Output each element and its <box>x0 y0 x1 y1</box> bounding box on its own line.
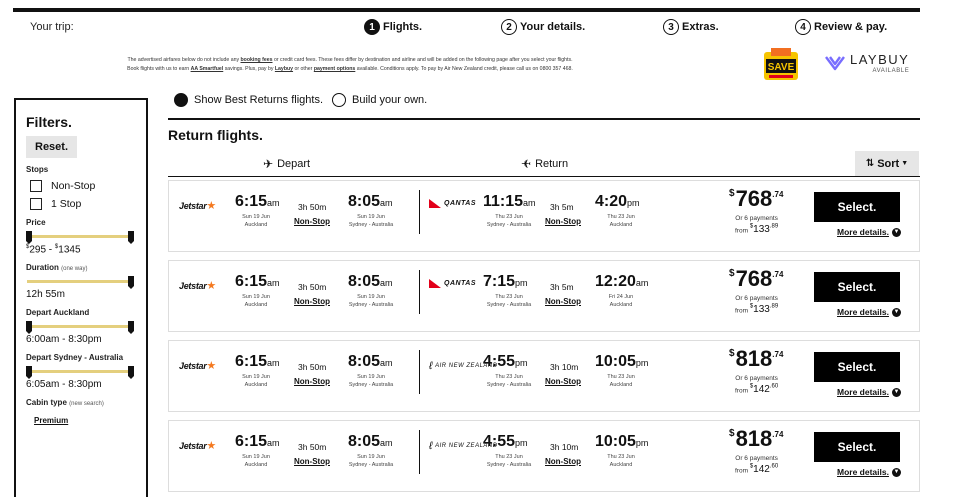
depart-sydney-label: Depart Sydney - Australia <box>26 353 124 363</box>
sort-icon: ⇅ <box>865 158 875 169</box>
top-rule <box>13 8 920 12</box>
ret-duration: 3h 10m <box>550 362 579 372</box>
city: Auckland <box>609 462 633 468</box>
depart-column-header <box>263 157 310 171</box>
qantas-kangaroo-icon <box>429 199 441 208</box>
ret-duration: 3h 10m <box>550 442 579 452</box>
date: Thu 23 Jun <box>607 454 635 460</box>
time-ampm: am <box>380 358 393 368</box>
out-arrive-time <box>348 193 393 211</box>
slider-min-handle[interactable] <box>26 366 32 376</box>
airline-name: Jetstar <box>179 441 207 451</box>
out-depart-info <box>235 453 277 469</box>
time-value: 10:05 <box>595 353 636 370</box>
total-price <box>729 346 783 372</box>
ret-duration: 3h 5m <box>550 282 574 292</box>
checkbox-label: Non-Stop <box>51 180 96 192</box>
ret-stops-link[interactable]: Non-Stop <box>545 457 581 466</box>
time-ampm: am <box>267 278 280 288</box>
radio-unselected[interactable] <box>332 93 346 107</box>
more-details-link[interactable] <box>837 387 901 397</box>
pay-dollars: 142 <box>753 384 770 396</box>
total-price <box>729 266 783 292</box>
disclaimer-text: or other <box>293 66 314 72</box>
header-rule <box>168 176 920 177</box>
currency-symbol: $ <box>54 244 59 250</box>
city: Sydney - Australia <box>486 222 532 228</box>
checkbox-box[interactable] <box>30 198 42 210</box>
laybuy-available: AVAILABLE <box>872 68 910 74</box>
date: Thu 23 Jun <box>607 374 635 380</box>
payments-label: Or 6 payments <box>735 295 778 302</box>
city: Auckland <box>609 302 633 308</box>
ret-depart-info <box>479 373 539 389</box>
aa-save-badge-icon <box>763 48 799 82</box>
currency-symbol: $ <box>749 464 754 470</box>
time-value: 4:55 <box>483 353 516 370</box>
price-label: Price <box>26 218 46 227</box>
date: Sun 19 Jun <box>357 374 385 380</box>
time-value: 10:05 <box>595 433 636 450</box>
more-details-link[interactable] <box>837 307 901 317</box>
slider-max-handle[interactable] <box>128 366 134 376</box>
out-depart-time <box>235 353 280 371</box>
leg-divider <box>419 190 420 234</box>
ret-arrive-info <box>597 373 645 389</box>
time-ampm: pm <box>627 198 640 208</box>
instalment-info <box>735 375 778 395</box>
city: Auckland <box>609 222 633 228</box>
duration-label-text: Duration <box>26 263 59 273</box>
your-trip-label: Your trip: <box>30 21 74 33</box>
time-value: 8:05 <box>348 273 381 290</box>
step-your-details[interactable] <box>501 19 585 35</box>
stops-label: Stops <box>26 165 49 174</box>
build-your-own-label: Build your own. <box>352 94 428 106</box>
sort-button[interactable] <box>855 151 919 176</box>
airline-name: AIR NEW ZEALAND <box>435 363 498 369</box>
time-value: 8:05 <box>348 353 381 370</box>
select-button[interactable]: Select. <box>814 272 900 302</box>
caret-down-icon: ▼ <box>901 160 909 167</box>
ret-arrive-info <box>597 213 645 229</box>
more-details-label: More details. <box>837 227 889 237</box>
depart-auckland-value: 6:00am - 8:30pm <box>26 334 102 346</box>
disclaimer-text: Book flights with us to earn <box>127 66 191 72</box>
out-depart-time <box>235 193 280 211</box>
time-value: 4:55 <box>483 433 516 450</box>
from-label: from <box>735 467 748 475</box>
ret-depart-time <box>483 193 536 211</box>
city: Sydney - Australia <box>486 302 532 308</box>
jetstar-star-icon: ★ <box>206 280 216 292</box>
airline-name: QANTAS <box>444 200 477 207</box>
ret-stops-link[interactable]: Non-Stop <box>545 377 581 386</box>
city: Auckland <box>609 382 633 388</box>
price-min: 295 <box>29 244 47 256</box>
airline-name: Jetstar <box>179 361 207 371</box>
from-label: from <box>735 307 748 315</box>
airline-name: QANTAS <box>444 280 477 287</box>
jetstar-logo <box>179 199 216 212</box>
time-ampm: pm <box>635 438 649 448</box>
out-duration: 3h 50m <box>298 202 327 212</box>
nonstop-checkbox[interactable] <box>30 180 136 192</box>
currency-symbol: $ <box>749 304 754 310</box>
duration-label <box>26 263 136 272</box>
fees-disclaimer <box>95 56 605 74</box>
airline-name: Jetstar <box>179 281 207 291</box>
slider-max-handle[interactable] <box>128 276 134 286</box>
disclaimer-text: The advertised airfares below do not include any <box>127 57 241 63</box>
time-ampm: pm <box>515 438 528 448</box>
out-duration: 3h 50m <box>298 442 327 452</box>
out-stops-link[interactable]: Non-Stop <box>294 297 330 306</box>
price-slider[interactable] <box>26 231 134 241</box>
currency-symbol: $ <box>729 268 735 279</box>
instalment-amount <box>750 224 778 235</box>
depart-header-label: Depart <box>277 158 311 170</box>
pay-dollars: 142 <box>753 464 770 476</box>
jetstar-star-icon: ★ <box>206 200 216 212</box>
jetstar-star-icon: ★ <box>206 360 216 372</box>
out-depart-time <box>235 273 280 291</box>
time-ampm: am <box>635 278 649 288</box>
out-arrive-time <box>348 273 393 291</box>
city: Sydney - Australia <box>486 382 532 388</box>
time-ampm: am <box>380 438 393 448</box>
ret-stops-link[interactable]: Non-Stop <box>545 297 581 306</box>
ret-depart-info <box>479 293 539 309</box>
depart-sydney-slider[interactable] <box>26 366 134 376</box>
depart-auckland-label: Depart Auckland <box>26 308 90 318</box>
slider-min-handle[interactable] <box>26 231 32 241</box>
time-ampm: am <box>523 198 536 208</box>
cabin-label-text: Cabin type <box>26 398 67 408</box>
out-arrive-info <box>341 213 401 229</box>
one-stop-checkbox[interactable] <box>30 198 136 210</box>
qantas-logo <box>429 279 476 288</box>
instalment-info <box>735 455 778 475</box>
date: Sun 19 Jun <box>242 214 270 220</box>
ret-depart-info <box>479 213 539 229</box>
out-arrive-time <box>348 353 393 371</box>
from-label: from <box>735 227 748 235</box>
reset-button[interactable]: Reset. <box>26 136 77 158</box>
total-price <box>729 186 783 212</box>
date: Sun 19 Jun <box>357 214 385 220</box>
out-stops-link[interactable]: Non-Stop <box>294 377 330 386</box>
filters-sidebar <box>14 98 148 497</box>
instalment-amount <box>750 384 778 395</box>
checkbox-box[interactable] <box>30 180 42 192</box>
date: Thu 23 Jun <box>495 214 523 220</box>
date: Thu 23 Jun <box>495 454 523 460</box>
out-arrive-time <box>348 433 393 451</box>
step-label: Extras. <box>682 21 719 33</box>
out-arrive-info <box>341 373 401 389</box>
date: Sun 19 Jun <box>242 294 270 300</box>
duration-value: 12h 55m <box>26 289 65 301</box>
slider-max-handle[interactable] <box>128 321 134 331</box>
out-arrive-info <box>341 453 401 469</box>
save-badge-text: SAVE <box>767 62 795 73</box>
flight-card <box>168 420 920 492</box>
currency-symbol: $ <box>749 384 754 390</box>
return-header-label: Return <box>535 158 569 170</box>
out-depart-info <box>235 373 277 389</box>
time-ampm: am <box>267 438 280 448</box>
time-value: 11:15 <box>483 193 524 210</box>
leg-divider <box>419 270 420 314</box>
ret-duration: 3h 5m <box>550 202 574 212</box>
flight-card <box>168 260 920 332</box>
depart-sydney-value: 6:05am - 8:30pm <box>26 379 102 391</box>
price-cents: .74 <box>772 190 784 199</box>
city: Auckland <box>244 382 268 388</box>
date: Thu 23 Jun <box>495 294 523 300</box>
time-value: 7:15 <box>483 273 516 290</box>
more-details-label: More details. <box>837 387 889 397</box>
flight-card <box>168 340 920 412</box>
disclaimer-text: or credit card fees. These fees differ by destination and airline and will be added on the following page after you select your flights. <box>272 57 573 63</box>
section-rule <box>168 118 920 120</box>
laybuy-link[interactable]: Laybuy <box>274 66 294 72</box>
step-extras[interactable] <box>663 19 719 35</box>
payments-label: Or 6 payments <box>735 375 778 382</box>
time-ampm: pm <box>515 358 528 368</box>
out-arrive-info <box>341 293 401 309</box>
more-details-label: More details. <box>837 467 889 477</box>
jetstar-logo <box>179 359 216 372</box>
sort-label: Sort <box>877 157 900 170</box>
price-cents: .74 <box>772 270 784 279</box>
laybuy-heart-icon <box>824 54 846 72</box>
more-details-link[interactable] <box>837 227 901 237</box>
cabin-type-label <box>26 398 136 407</box>
instalment-amount <box>750 304 778 315</box>
instalment-info <box>735 295 778 315</box>
slider-track <box>27 370 133 373</box>
slider-track <box>27 325 133 328</box>
flight-card <box>168 180 920 252</box>
price-cents: .74 <box>772 430 784 439</box>
leg-divider <box>419 430 420 474</box>
payment-options-link[interactable]: payment options <box>313 66 356 72</box>
city: Auckland <box>244 222 268 228</box>
out-duration: 3h 50m <box>298 362 327 372</box>
airline-name: Jetstar <box>179 201 207 211</box>
chevron-down-icon: ▼ <box>893 389 900 395</box>
date: Sun 19 Jun <box>357 454 385 460</box>
time-ampm: am <box>380 198 393 208</box>
out-depart-time <box>235 433 280 451</box>
currency-symbol: $ <box>729 188 735 199</box>
disclaimer-text: savings. Plus, pay by <box>223 66 275 72</box>
city: Auckland <box>244 462 268 468</box>
time-value: 8:05 <box>348 433 381 450</box>
leg-divider <box>419 350 420 394</box>
time-value: 4:20 <box>595 193 628 210</box>
chevron-down-icon: ▼ <box>893 469 900 475</box>
radio-selected[interactable] <box>174 93 188 107</box>
time-ampm: pm <box>515 278 528 288</box>
search-mode <box>174 93 436 107</box>
ret-depart-time <box>483 273 528 291</box>
step-flights[interactable] <box>364 19 422 35</box>
city: Sydney - Australia <box>348 462 394 468</box>
laybuy-wordmark: LAYBUY <box>850 52 910 67</box>
duration-hint: (one way) <box>61 266 88 273</box>
price-dollars: 818 <box>735 346 773 371</box>
ret-depart-time <box>483 433 528 451</box>
more-details-label: More details. <box>837 307 889 317</box>
ret-depart-time <box>483 353 528 371</box>
select-button[interactable]: Select. <box>814 432 900 462</box>
select-button[interactable]: Select. <box>814 352 900 382</box>
pay-cents: .89 <box>769 304 779 310</box>
koru-icon: ℓ <box>429 360 434 372</box>
time-value: 12:20 <box>595 273 636 290</box>
price-dollars: 768 <box>735 266 773 291</box>
ret-arrive-time <box>595 193 640 211</box>
duration-slider[interactable] <box>26 276 134 286</box>
date: Fri 24 Jun <box>608 294 634 300</box>
ret-arrive-time <box>595 433 648 451</box>
price-range-value: $295 - $1345 <box>26 244 81 256</box>
time-value: 6:15 <box>235 193 268 210</box>
ret-arrive-time <box>595 353 648 371</box>
pay-dollars: 133 <box>753 224 770 236</box>
build-your-own-option[interactable] <box>332 93 427 107</box>
checkbox-label: 1 Stop <box>51 198 82 210</box>
jetstar-logo <box>179 439 216 452</box>
price-dollars: 818 <box>735 426 773 451</box>
from-label: from <box>735 387 748 395</box>
step-label: Your details. <box>520 21 586 33</box>
pay-cents: .60 <box>769 384 779 390</box>
step-label: Flights. <box>383 21 423 33</box>
city: Sydney - Australia <box>348 222 394 228</box>
slider-track <box>27 235 133 238</box>
price-cents: .74 <box>772 350 784 359</box>
ret-stops-link[interactable]: Non-Stop <box>545 217 581 226</box>
currency-symbol: $ <box>729 428 735 439</box>
pay-cents: .60 <box>769 464 779 470</box>
ret-arrive-info <box>597 293 645 309</box>
currency-symbol: $ <box>26 244 30 250</box>
koru-icon: ℓ <box>429 440 434 452</box>
qantas-kangaroo-icon <box>429 279 441 288</box>
step-number: 2 <box>501 19 517 35</box>
out-depart-info <box>235 293 277 309</box>
city: Sydney - Australia <box>486 462 532 468</box>
qantas-logo <box>429 199 476 208</box>
city: Auckland <box>244 302 268 308</box>
payments-label: Or 6 payments <box>735 215 778 222</box>
more-details-link[interactable] <box>837 467 901 477</box>
jetstar-logo <box>179 279 216 292</box>
section-title: Return flights. <box>168 127 263 143</box>
instalment-info <box>735 215 778 235</box>
chevron-down-icon: ▼ <box>893 229 900 235</box>
progress-steps <box>0 19 955 37</box>
date: Sun 19 Jun <box>242 374 270 380</box>
airline-name: AIR NEW ZEALAND <box>435 443 498 449</box>
depart-auckland-slider[interactable] <box>26 321 134 331</box>
jetstar-star-icon: ★ <box>206 440 216 452</box>
pay-cents: .89 <box>769 224 779 230</box>
date: Sun 19 Jun <box>357 294 385 300</box>
step-number: 3 <box>663 19 679 35</box>
step-label: Review & pay. <box>814 21 888 33</box>
time-ampm: pm <box>635 358 649 368</box>
time-ampm: am <box>267 198 280 208</box>
pay-dollars: 133 <box>753 304 770 316</box>
aa-smartfuel-link[interactable]: AA Smartfuel <box>190 66 224 72</box>
slider-track <box>27 280 133 283</box>
slider-min-handle[interactable] <box>26 321 32 331</box>
slider-max-handle[interactable] <box>128 231 134 241</box>
step-review-pay[interactable] <box>795 19 887 35</box>
time-ampm: am <box>380 278 393 288</box>
ret-arrive-time <box>595 273 648 291</box>
payments-label: Or 6 payments <box>735 455 778 462</box>
plane-return-icon: ✈ <box>521 157 532 171</box>
out-depart-info <box>235 213 277 229</box>
total-price <box>729 426 783 452</box>
ret-depart-info <box>479 453 539 469</box>
instalment-amount <box>750 464 778 475</box>
chevron-down-icon: ▼ <box>893 309 900 315</box>
out-stops-link[interactable]: Non-Stop <box>294 457 330 466</box>
time-value: 8:05 <box>348 193 381 210</box>
best-returns-option[interactable] <box>174 93 323 107</box>
out-stops-link[interactable]: Non-Stop <box>294 217 330 226</box>
date: Sun 19 Jun <box>242 454 270 460</box>
step-number: 4 <box>795 19 811 35</box>
date: Thu 23 Jun <box>495 374 523 380</box>
return-column-header <box>521 157 568 171</box>
city: Sydney - Australia <box>348 382 394 388</box>
city: Sydney - Australia <box>348 302 394 308</box>
laybuy-logo <box>824 52 909 74</box>
currency-symbol: $ <box>729 348 735 359</box>
ret-arrive-info <box>597 453 645 469</box>
booking-fees-link[interactable]: booking fees <box>240 57 273 63</box>
step-number: 1 <box>364 19 380 35</box>
date: Thu 23 Jun <box>607 214 635 220</box>
best-returns-label: Show Best Returns flights. <box>194 94 324 106</box>
disclaimer-text: available. Conditions apply. To pay by Air New Zealand credit, please call us on 0800 357 468. <box>355 66 573 72</box>
select-button[interactable]: Select. <box>814 192 900 222</box>
time-value: 6:15 <box>235 273 268 290</box>
currency-symbol: $ <box>749 224 754 230</box>
out-duration: 3h 50m <box>298 282 327 292</box>
cabin-premium-link[interactable]: Premium <box>34 416 69 426</box>
price-max: 1345 <box>58 244 81 256</box>
time-ampm: am <box>267 358 280 368</box>
price-dollars: 768 <box>735 186 773 211</box>
time-value: 6:15 <box>235 353 268 370</box>
cabin-hint: (new search) <box>69 401 104 408</box>
plane-depart-icon: ✈ <box>263 157 274 171</box>
filters-title: Filters. <box>26 114 72 130</box>
time-value: 6:15 <box>235 433 268 450</box>
